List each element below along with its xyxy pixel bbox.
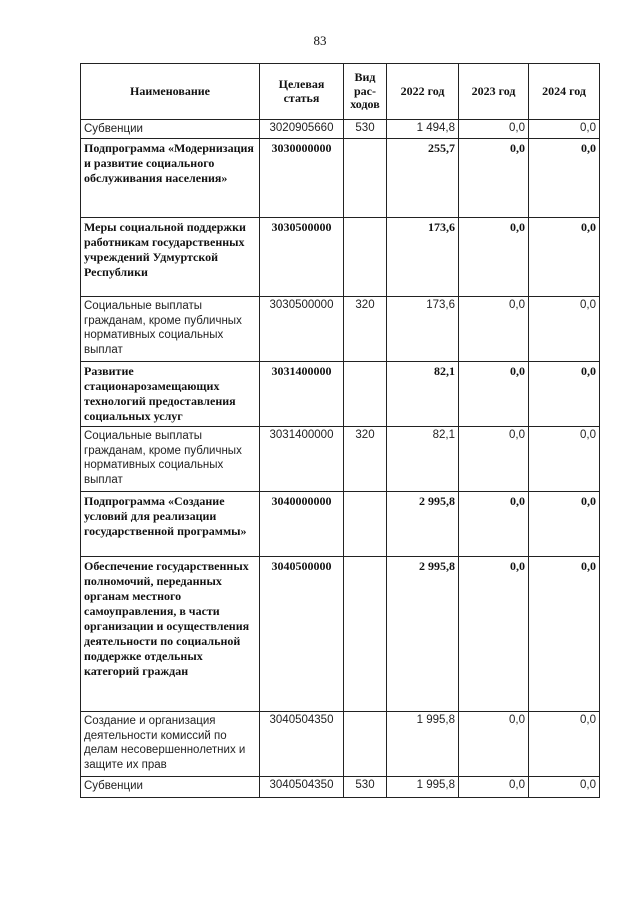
row-target-article: 3031400000 bbox=[260, 362, 344, 427]
row-value-2022: 1 494,8 bbox=[387, 120, 459, 139]
row-name: Субвенции bbox=[81, 777, 260, 798]
row-value-2022: 173,6 bbox=[387, 297, 459, 362]
row-expense-kind bbox=[344, 218, 387, 297]
table-row bbox=[81, 297, 600, 362]
row-value-2023: 0,0 bbox=[459, 557, 529, 712]
table-row bbox=[81, 218, 600, 297]
row-value-2024: 0,0 bbox=[529, 777, 600, 798]
row-value-2023: 0,0 bbox=[459, 218, 529, 297]
row-target-article: 3030500000 bbox=[260, 297, 344, 362]
row-value-2023: 0,0 bbox=[459, 712, 529, 777]
row-value-2022: 173,6 bbox=[387, 218, 459, 297]
row-expense-kind: 320 bbox=[344, 427, 387, 492]
row-value-2022: 1 995,8 bbox=[387, 712, 459, 777]
row-value-2022: 1 995,8 bbox=[387, 777, 459, 798]
row-target-article: 3030000000 bbox=[260, 139, 344, 218]
row-value-2022: 82,1 bbox=[387, 362, 459, 427]
row-name: Меры социальной поддержки работникам государственных учреждений Удмуртской Республики bbox=[81, 218, 260, 297]
row-expense-kind: 530 bbox=[344, 777, 387, 798]
table-row bbox=[81, 427, 600, 492]
row-name: Социальные выплаты гражданам, кроме публичных нормативных социальных выплат bbox=[81, 427, 260, 492]
row-name: Обеспечение государственных полномочий, переданных органам местного самоуправления, в части организации и осуществления деятельности по социальной поддержке отдельных категорий граждан bbox=[81, 557, 260, 712]
row-expense-kind bbox=[344, 557, 387, 712]
row-value-2022: 82,1 bbox=[387, 427, 459, 492]
row-value-2023: 0,0 bbox=[459, 777, 529, 798]
row-expense-kind bbox=[344, 492, 387, 557]
row-expense-kind: 320 bbox=[344, 297, 387, 362]
row-target-article: 3040500000 bbox=[260, 557, 344, 712]
row-name: Создание и организация деятельности комиссий по делам несовершеннолетних и защите их прав bbox=[81, 712, 260, 777]
header-name: Наименование bbox=[81, 64, 260, 120]
row-value-2024: 0,0 bbox=[529, 427, 600, 492]
row-target-article: 3020905660 bbox=[260, 120, 344, 139]
row-expense-kind: 530 bbox=[344, 120, 387, 139]
row-name: Подпрограмма «Создание условий для реализации государственной программы» bbox=[81, 492, 260, 557]
row-name: Субвенции bbox=[81, 120, 260, 139]
row-value-2022: 2 995,8 bbox=[387, 492, 459, 557]
row-value-2023: 0,0 bbox=[459, 297, 529, 362]
row-value-2024: 0,0 bbox=[529, 120, 600, 139]
table-row bbox=[81, 557, 600, 712]
row-value-2024: 0,0 bbox=[529, 492, 600, 557]
header-row bbox=[81, 64, 600, 120]
table-row bbox=[81, 492, 600, 557]
table-row bbox=[81, 139, 600, 218]
row-target-article: 3031400000 bbox=[260, 427, 344, 492]
header-2023: 2023 год bbox=[459, 64, 529, 120]
table-row bbox=[81, 712, 600, 777]
header-2022: 2022 год bbox=[387, 64, 459, 120]
row-name: Социальные выплаты гражданам, кроме публичных нормативных социальных выплат bbox=[81, 297, 260, 362]
row-target-article: 3040504350 bbox=[260, 712, 344, 777]
row-target-article: 3040504350 bbox=[260, 777, 344, 798]
row-value-2023: 0,0 bbox=[459, 139, 529, 218]
row-target-article: 3030500000 bbox=[260, 218, 344, 297]
row-value-2024: 0,0 bbox=[529, 362, 600, 427]
header-target-article: Целевая статья bbox=[260, 64, 344, 120]
row-value-2024: 0,0 bbox=[529, 139, 600, 218]
row-value-2023: 0,0 bbox=[459, 492, 529, 557]
row-name: Развитие стационарозамещающих технологий предоставления социальных услуг bbox=[81, 362, 260, 427]
row-expense-kind bbox=[344, 362, 387, 427]
header-expense-kind: Вид рас-ходов bbox=[344, 64, 387, 120]
row-value-2024: 0,0 bbox=[529, 557, 600, 712]
budget-table bbox=[80, 63, 600, 798]
row-value-2023: 0,0 bbox=[459, 362, 529, 427]
row-value-2024: 0,0 bbox=[529, 712, 600, 777]
row-expense-kind bbox=[344, 712, 387, 777]
row-value-2024: 0,0 bbox=[529, 297, 600, 362]
table-row bbox=[81, 362, 600, 427]
row-target-article: 3040000000 bbox=[260, 492, 344, 557]
row-expense-kind bbox=[344, 139, 387, 218]
row-value-2023: 0,0 bbox=[459, 120, 529, 139]
table-row bbox=[81, 777, 600, 798]
row-value-2022: 255,7 bbox=[387, 139, 459, 218]
row-value-2022: 2 995,8 bbox=[387, 557, 459, 712]
row-name: Подпрограмма «Модернизация и развитие социального обслуживания населения» bbox=[81, 139, 260, 218]
row-value-2023: 0,0 bbox=[459, 427, 529, 492]
page-number: 83 bbox=[313, 33, 327, 48]
table-row bbox=[81, 120, 600, 139]
header-2024: 2024 год bbox=[529, 64, 600, 120]
row-value-2024: 0,0 bbox=[529, 218, 600, 297]
